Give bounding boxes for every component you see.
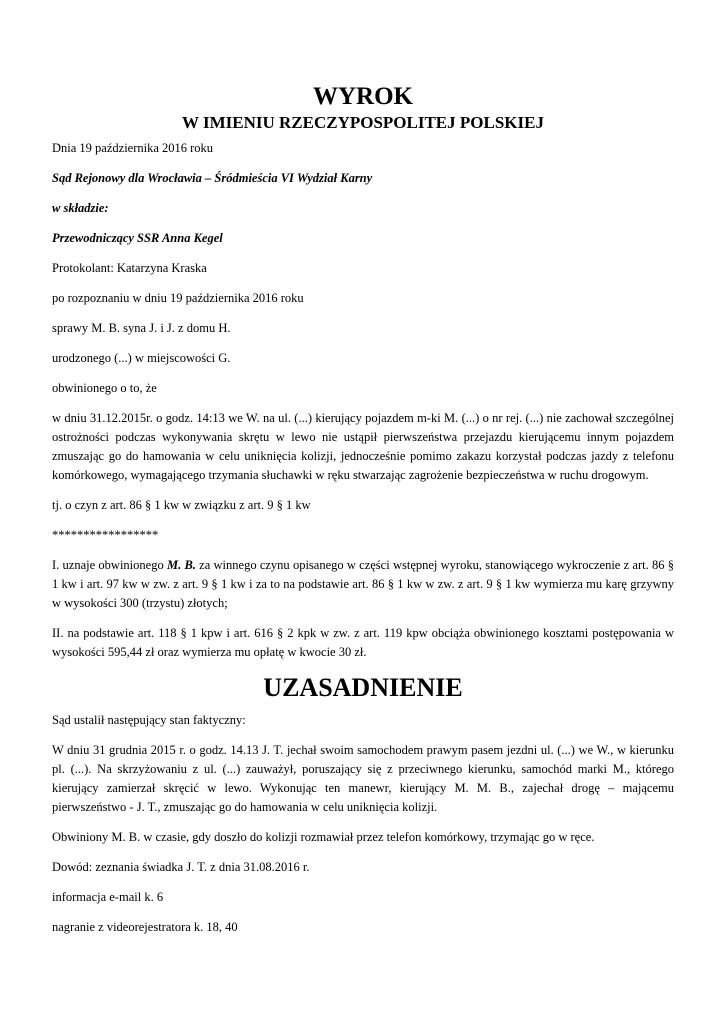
verdict-point-1 — [52, 556, 674, 613]
court-clerk: Protokolant: Katarzyna Kraska — [52, 261, 207, 275]
facts-paragraph-1: W dniu 31 grudnia 2015 r. o godz. 14.13 J. T. jechał swoim samochodem prawym pasem jezdni ul. (...) we W., w kierunku pl. (...). Na skrzyżowaniu z ul. (...) zauważył, poruszający się z przeciwnego kierunku, samochód marki M., którego kierujący zamierzał skręcić w lewo. Wykonując ten manewr, kierujący M. M. B., zajechał drogę – mającemu pierwszeństwo - J. T., zmuszając go do hamowania w celu uniknięcia kolizji. — [52, 743, 674, 814]
evidence-item-1: Dowód: zeznania świadka J. T. z dnia 31.08.2016 r. — [52, 860, 310, 874]
court-name: Sąd Rejonowy dla Wrocławia – Śródmieścia VI Wydział Karny — [52, 171, 373, 185]
accused-name: M. B. — [166, 558, 196, 572]
accused-intro: obwinionego o to, że — [52, 381, 157, 395]
hearing-date: po rozpoznaniu w dniu 19 października 2016 roku — [52, 291, 304, 305]
verdict-date: Dnia 19 października 2016 roku — [52, 141, 214, 155]
document-page — [52, 82, 674, 948]
facts-intro: Sąd ustalił następujący stan faktyczny: — [52, 713, 246, 727]
charge-description: w dniu 31.12.2015r. o godz. 14:13 we W. na ul. (...) kierujący pojazdem m-ki M. (...) o nr rej. (...) nie zachował szczególnej ostrożności podczas wykonywania skrętu w lewo nie ustąpił pierwszeństwa przejazdu kierującemu innym pojazdem zmuszając go do hamowania w celu uniknięcia kolizji, jednocześnie pomimo zakazu korzystał podczas jazdy z telefonu komórkowego, wymagającego trzymania słuchawki w ręku stwarzając zagrożenie bezpieczeństwa w ruchu drogowym. — [52, 411, 674, 482]
evidence-item-2: informacja e-mail k. 6 — [52, 890, 164, 904]
verdict-point-2: II. na podstawie art. 118 § 1 kpw i art. 616 § 2 kpk w zw. z art. 119 kpw obciąża obwinionego kosztami postępowania w wysokości 595,44 zł oraz wymierza mu opłatę w kwocie 30 zł. — [52, 626, 674, 659]
facts-paragraph-2: Obwiniony M. B. w czasie, gdy doszło do kolizji rozmawiał przez telefon komórkowy, trzymając go w ręce. — [52, 830, 595, 844]
presiding-judge: Przewodniczący SSR Anna Kegel — [52, 231, 223, 245]
verdict-point-1-text: za winnego czynu opisanego w części wstępnej wyroku, stanowiącego wykroczenie z art. 86 § 1 kw i art. 97 kw w zw. z art. 9 § 1 kw i za to na podstawie art. 86 § 1 kw w zw. z art. 9 § 1 kw wymierza mu karę grzywny w wysokości 300 (trzystu) złotych; — [52, 558, 674, 610]
verdict-point-1-prefix: I. uznaje obwinionego — [52, 558, 167, 572]
evidence-item-3: nagranie z videorejestratora k. 18, 40 — [52, 920, 238, 934]
document-title: WYROK — [313, 83, 413, 110]
composition-label: w składzie: — [52, 201, 109, 215]
case-subject: sprawy M. B. syna J. i J. z domu H. — [52, 321, 231, 335]
legal-basis: tj. o czyn z art. 86 § 1 kw w związku z art. 9 § 1 kw — [52, 498, 311, 512]
birth-info: urodzonego (...) w miejscowości G. — [52, 351, 231, 365]
separator-line: ***************** — [52, 528, 159, 542]
justification-heading: UZASADNIENIE — [263, 673, 463, 702]
document-subtitle: W IMIENIU RZECZYPOSPOLITEJ POLSKIEJ — [182, 113, 544, 132]
